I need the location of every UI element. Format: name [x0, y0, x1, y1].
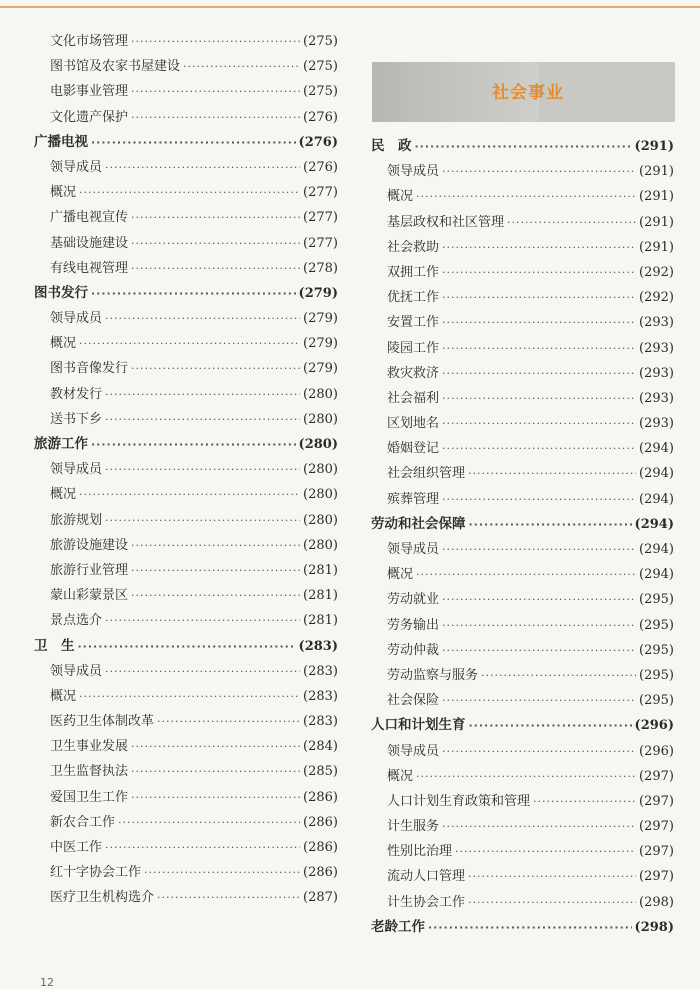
- toc-entry[interactable]: [371, 789, 674, 814]
- toc-entry-title: 旅游规划: [50, 512, 103, 528]
- toc-entry-title: 社会救助: [387, 239, 440, 255]
- toc-entry-title: 概况: [50, 185, 77, 201]
- dot-leader: [79, 684, 300, 709]
- toc-entry[interactable]: [371, 361, 674, 386]
- toc-entry-title: 劳动和社会保障: [371, 515, 466, 532]
- toc-entry-page: (281): [303, 613, 338, 629]
- dot-leader: [507, 210, 636, 235]
- toc-entry[interactable]: [34, 407, 338, 432]
- toc-entry[interactable]: [371, 839, 674, 864]
- toc-entry-page: (286): [303, 814, 338, 830]
- toc-entry-page: (280): [303, 487, 338, 503]
- toc-entry-title: 救灾救济: [387, 365, 440, 381]
- toc-entry-page: (283): [303, 688, 338, 704]
- dot-leader: [442, 436, 636, 461]
- toc-section-entry[interactable]: [34, 281, 338, 306]
- toc-section-entry[interactable]: [34, 432, 338, 457]
- toc-entry[interactable]: [34, 356, 338, 381]
- toc-entry[interactable]: [34, 734, 338, 759]
- toc-entry-page: (285): [303, 764, 338, 780]
- toc-entry-page: (297): [639, 844, 674, 860]
- toc-entry-page: (284): [303, 739, 338, 755]
- toc-entry-title: 领导成员: [387, 164, 440, 180]
- toc-entry[interactable]: [371, 210, 674, 235]
- toc-entry[interactable]: [371, 562, 674, 587]
- toc-entry-title: 卫 生: [34, 637, 75, 654]
- section-banner-label: 社会事业: [492, 83, 564, 103]
- toc-entry-page: (279): [303, 336, 338, 352]
- toc-entry-title: 概况: [50, 688, 77, 704]
- toc-entry[interactable]: [371, 235, 674, 260]
- toc-section-entry[interactable]: [34, 130, 338, 155]
- toc-entry-title: 领导成员: [50, 311, 103, 327]
- dot-leader: [442, 613, 636, 638]
- dot-leader: [131, 785, 300, 810]
- toc-entry-page: (286): [303, 865, 338, 881]
- toc-entry[interactable]: [371, 386, 674, 411]
- dot-leader: [469, 512, 632, 537]
- toc-entry[interactable]: [34, 759, 338, 784]
- toc-entry-page: (283): [303, 663, 338, 679]
- toc-entry-title: 广播电视宣传: [50, 210, 129, 226]
- dot-leader: [131, 583, 300, 608]
- toc-entry[interactable]: [371, 436, 674, 461]
- toc-entry[interactable]: [34, 382, 338, 407]
- dot-leader: [79, 180, 300, 205]
- dot-leader: [79, 482, 300, 507]
- dot-leader: [468, 864, 636, 889]
- toc-entry-page: (297): [639, 793, 674, 809]
- toc-entry-page: (293): [639, 365, 674, 381]
- dot-leader: [79, 331, 300, 356]
- dot-leader: [442, 587, 636, 612]
- toc-entry[interactable]: [371, 764, 674, 789]
- dot-leader: [78, 634, 296, 659]
- toc-entry-page: (277): [303, 210, 338, 226]
- toc-entry-title: 送书下乡: [50, 411, 103, 427]
- dot-leader: [144, 860, 300, 885]
- toc-entry-title: 图书馆及农家书屋建设: [50, 59, 181, 75]
- toc-section-entry[interactable]: [34, 634, 338, 659]
- toc-entry-title: 图书发行: [34, 284, 88, 301]
- toc-entry[interactable]: [34, 180, 338, 205]
- toc-entry-title: 卫生事业发展: [50, 739, 129, 755]
- toc-entry-title: 人口和计划生育: [371, 717, 466, 734]
- toc-entry-title: 有线电视管理: [50, 260, 129, 276]
- toc-entry[interactable]: [371, 310, 674, 335]
- dot-leader: [131, 231, 300, 256]
- toc-entry[interactable]: [34, 684, 338, 709]
- toc-entry-page: (275): [303, 84, 338, 100]
- toc-entry-page: (278): [303, 260, 338, 276]
- toc-entry-title: 殡葬管理: [387, 491, 440, 507]
- toc-entry-page: (295): [639, 667, 674, 683]
- toc-entry-title: 婚姻登记: [387, 441, 440, 457]
- toc-entry-title: 医药卫生体制改革: [50, 714, 155, 730]
- toc-entry-title: 概况: [387, 189, 414, 205]
- dot-leader: [131, 533, 300, 558]
- toc-entry-page: (280): [303, 537, 338, 553]
- toc-entry-title: 新农合工作: [50, 814, 116, 830]
- dot-leader: [442, 537, 636, 562]
- toc-entry[interactable]: [34, 457, 338, 482]
- dot-leader: [442, 235, 636, 260]
- toc-entry-page: (275): [303, 34, 338, 49]
- toc-entry-page: (297): [639, 819, 674, 835]
- toc-entry-page: (292): [639, 290, 674, 306]
- toc-entry-page: (294): [634, 516, 674, 532]
- toc-entry-title: 领导成员: [50, 159, 103, 175]
- dot-leader: [442, 159, 636, 184]
- toc-entry[interactable]: [371, 260, 674, 285]
- dot-leader: [442, 361, 636, 386]
- dot-leader: [105, 306, 300, 331]
- toc-entry-title: 陵园工作: [387, 340, 440, 356]
- toc-entry[interactable]: [34, 659, 338, 684]
- toc-entry[interactable]: [371, 688, 674, 713]
- toc-section-entry[interactable]: [371, 512, 674, 537]
- toc-entry[interactable]: [371, 739, 674, 764]
- toc-entry-title: 领导成员: [387, 542, 440, 557]
- dot-leader: [481, 663, 636, 688]
- toc-entry-title: 基层政权和社区管理: [387, 214, 505, 230]
- dot-leader: [131, 734, 300, 759]
- toc-entry-title: 医疗卫生机构选介: [50, 890, 155, 906]
- toc-entry-title: 社会组织管理: [387, 466, 466, 482]
- toc-entry-page: (293): [639, 340, 674, 356]
- toc-entry[interactable]: [34, 835, 338, 860]
- dot-leader: [131, 205, 300, 230]
- toc-entry-page: (294): [639, 441, 674, 457]
- toc-entry-page: (275): [303, 59, 338, 75]
- dot-leader: [442, 285, 636, 310]
- toc-entry-title: 旅游工作: [34, 436, 88, 452]
- toc-entry[interactable]: [371, 864, 674, 889]
- page-number: 12: [40, 976, 54, 989]
- toc-entry-title: 流动人口管理: [387, 869, 466, 885]
- dot-leader: [131, 79, 300, 104]
- dot-leader: [105, 835, 300, 860]
- toc-entry-title: 红十字协会工作: [50, 865, 142, 881]
- toc-entry[interactable]: [371, 285, 674, 310]
- dot-leader: [455, 839, 636, 864]
- toc-entry[interactable]: [34, 155, 338, 180]
- toc-entry-title: 教材发行: [50, 386, 103, 402]
- toc-entry-page: (281): [303, 562, 338, 578]
- dot-leader: [105, 382, 300, 407]
- toc-entry-page: (294): [639, 466, 674, 482]
- dot-leader: [131, 29, 300, 54]
- dot-leader: [105, 457, 300, 482]
- dot-leader: [105, 659, 300, 684]
- toc-entry-page: (280): [303, 411, 338, 427]
- toc-entry-title: 领导成员: [387, 743, 440, 759]
- toc-entry-title: 领导成员: [50, 462, 103, 478]
- toc-right-column: [371, 62, 674, 940]
- toc-entry-title: 旅游行业管理: [50, 562, 129, 578]
- toc-entry-title: 区划地名: [387, 416, 440, 432]
- dot-leader: [91, 281, 296, 306]
- toc-entry-title: 蒙山彩蒙景区: [50, 588, 129, 604]
- toc-entry-page: (291): [639, 164, 674, 180]
- dot-leader: [442, 386, 636, 411]
- toc-entry-page: (277): [303, 185, 338, 201]
- toc-entry-page: (277): [303, 235, 338, 251]
- toc-entry-title: 文化市场管理: [50, 34, 129, 49]
- toc-entry-title: 图书音像发行: [50, 361, 129, 377]
- toc-entry-title: 景点选介: [50, 613, 103, 629]
- toc-entry[interactable]: [34, 306, 338, 331]
- toc-entry-page: (276): [298, 134, 338, 150]
- toc-entry-page: (280): [298, 437, 338, 452]
- toc-entry-title: 基础设施建设: [50, 235, 129, 251]
- dot-leader: [131, 759, 300, 784]
- toc-entry[interactable]: [371, 638, 674, 663]
- toc-entry[interactable]: [371, 890, 674, 915]
- toc-entry-page: (291): [639, 189, 674, 205]
- toc-entry-title: 老龄工作: [371, 918, 425, 935]
- toc-entry-title: 广播电视: [34, 133, 88, 150]
- toc-entry-page: (283): [298, 638, 338, 654]
- toc-entry[interactable]: [34, 709, 338, 734]
- toc-entry-page: (292): [639, 264, 674, 280]
- toc-entry-title: 双拥工作: [387, 264, 440, 280]
- toc-entry[interactable]: [34, 885, 338, 910]
- dot-leader: [416, 562, 636, 587]
- dot-leader: [468, 890, 636, 915]
- toc-entry-page: (293): [639, 315, 674, 331]
- toc-entry[interactable]: [34, 810, 338, 835]
- dot-leader: [442, 310, 636, 335]
- toc-entry-page: (286): [303, 789, 338, 805]
- toc-entry[interactable]: [34, 482, 338, 507]
- toc-entry-page: (291): [639, 239, 674, 255]
- toc-entry-page: (295): [639, 693, 674, 709]
- toc-entry-page: (280): [303, 386, 338, 402]
- toc-section-entry[interactable]: [371, 713, 674, 738]
- toc-entry-title: 中医工作: [50, 840, 103, 855]
- banner-spacer: [371, 62, 674, 134]
- toc-entry[interactable]: [371, 487, 674, 512]
- dot-leader: [105, 407, 300, 432]
- toc-entry-page: (291): [634, 139, 674, 154]
- toc-entry-title: 概况: [50, 487, 77, 503]
- toc-entry-title: 安置工作: [387, 315, 440, 331]
- toc-entry-page: (286): [303, 840, 338, 855]
- toc-entry-title: 优抚工作: [387, 290, 440, 306]
- toc-entry-title: 领导成员: [50, 663, 103, 679]
- toc-entry[interactable]: [34, 54, 338, 79]
- toc-entry-title: 旅游设施建设: [50, 537, 129, 553]
- toc-entry-page: (279): [303, 361, 338, 377]
- toc-entry-page: (280): [303, 462, 338, 478]
- dot-leader: [131, 256, 300, 281]
- dot-leader: [157, 885, 300, 910]
- toc-entry[interactable]: [34, 29, 338, 54]
- toc-entry[interactable]: [34, 331, 338, 356]
- dot-leader: [415, 134, 632, 159]
- toc-entry[interactable]: [34, 558, 338, 583]
- dot-leader: [442, 336, 636, 361]
- dot-leader: [118, 810, 300, 835]
- toc-entry-page: (295): [639, 592, 674, 608]
- dot-leader: [442, 688, 636, 713]
- toc-entry-title: 卫生监督执法: [50, 764, 129, 780]
- dot-leader: [91, 130, 296, 155]
- toc-entry-page: (276): [303, 159, 338, 175]
- toc-entry-page: (298): [634, 919, 674, 935]
- toc-entry-title: 社会保险: [387, 693, 440, 709]
- toc-entry-page: (280): [303, 512, 338, 528]
- dot-leader: [416, 184, 636, 209]
- toc-entry[interactable]: [371, 537, 674, 562]
- toc-entry[interactable]: [34, 256, 338, 281]
- dot-leader: [428, 915, 632, 940]
- toc-entry[interactable]: [371, 587, 674, 612]
- toc-entry[interactable]: [34, 583, 338, 608]
- toc-entry[interactable]: [34, 105, 338, 130]
- dot-leader: [157, 709, 300, 734]
- toc-entry[interactable]: [371, 411, 674, 436]
- toc-entry[interactable]: [34, 231, 338, 256]
- toc-entry[interactable]: [371, 663, 674, 688]
- toc-entry-title: 社会福利: [387, 390, 440, 406]
- toc-entry-page: (297): [639, 768, 674, 784]
- toc-entry-title: 概况: [387, 768, 414, 784]
- dot-leader: [105, 508, 300, 533]
- toc-entry-page: (298): [639, 894, 674, 910]
- toc-entry-page: (293): [639, 390, 674, 406]
- toc-entry-page: (296): [639, 743, 674, 759]
- toc-entry-page: (296): [634, 718, 674, 734]
- toc-entry-title: 劳动就业: [387, 592, 440, 608]
- toc-entry-title: 概况: [50, 336, 77, 352]
- toc-entry-title: 民 政: [371, 138, 412, 154]
- toc-entry-title: 计生服务: [387, 819, 440, 835]
- toc-entry-page: (297): [639, 869, 674, 885]
- dot-leader: [442, 638, 636, 663]
- toc-entry[interactable]: [371, 814, 674, 839]
- toc-entry-page: (276): [303, 109, 338, 125]
- top-rule: [0, 6, 700, 8]
- dot-leader: [91, 432, 296, 457]
- toc-entry-title: 人口计划生育政策和管理: [387, 793, 531, 809]
- dot-leader: [533, 789, 636, 814]
- toc-section-entry[interactable]: [371, 134, 674, 159]
- toc-entry-page: (291): [639, 214, 674, 230]
- dot-leader: [468, 461, 636, 486]
- toc-entry-page: (294): [639, 567, 674, 583]
- dot-leader: [442, 260, 636, 285]
- toc-entry[interactable]: [34, 205, 338, 230]
- dot-leader: [105, 155, 300, 180]
- dot-leader: [131, 356, 300, 381]
- toc-entry[interactable]: [34, 79, 338, 104]
- dot-leader: [131, 105, 300, 130]
- toc-entry[interactable]: [34, 533, 338, 558]
- toc-entry[interactable]: [34, 508, 338, 533]
- toc-entry[interactable]: [34, 785, 338, 810]
- dot-leader: [131, 558, 300, 583]
- toc-entry-title: 爱国卫生工作: [50, 789, 129, 805]
- toc-entry[interactable]: [371, 159, 674, 184]
- toc-entry-page: (283): [303, 714, 338, 730]
- toc-entry-page: (295): [639, 642, 674, 658]
- toc-entry-title: 文化遗产保护: [50, 109, 129, 125]
- toc-entry[interactable]: [371, 184, 674, 209]
- dot-leader: [183, 54, 300, 79]
- toc-entry-page: (294): [639, 542, 674, 557]
- toc-left-column: [34, 29, 338, 911]
- dot-leader: [442, 739, 636, 764]
- toc-entry-title: 劳动仲裁: [387, 642, 440, 658]
- toc-entry-page: (294): [639, 491, 674, 507]
- toc-entry-page: (295): [639, 617, 674, 633]
- toc-entry[interactable]: [371, 461, 674, 486]
- dot-leader: [442, 814, 636, 839]
- toc-entry-page: (279): [303, 311, 338, 327]
- dot-leader: [469, 713, 632, 738]
- toc-entry-title: 概况: [387, 567, 414, 583]
- toc-entry-title: 劳务输出: [387, 617, 440, 633]
- toc-entry-title: 计生协会工作: [387, 894, 466, 910]
- toc-entry[interactable]: [34, 608, 338, 633]
- dot-leader: [105, 608, 300, 633]
- toc-entry-page: (281): [303, 588, 338, 604]
- toc-entry[interactable]: [34, 860, 338, 885]
- toc-entry-title: 性别比治理: [387, 844, 453, 860]
- toc-entry-title: 电影事业管理: [50, 84, 129, 100]
- dot-leader: [442, 411, 636, 436]
- toc-entry-page: (279): [298, 285, 338, 301]
- toc-entry-page: (293): [639, 416, 674, 432]
- dot-leader: [416, 764, 636, 789]
- toc-entry-page: (287): [303, 890, 338, 906]
- toc-entry[interactable]: [371, 613, 674, 638]
- toc-entry[interactable]: [371, 336, 674, 361]
- toc-section-entry[interactable]: [371, 915, 674, 940]
- toc-entry-title: 劳动监察与服务: [387, 667, 479, 683]
- dot-leader: [442, 487, 636, 512]
